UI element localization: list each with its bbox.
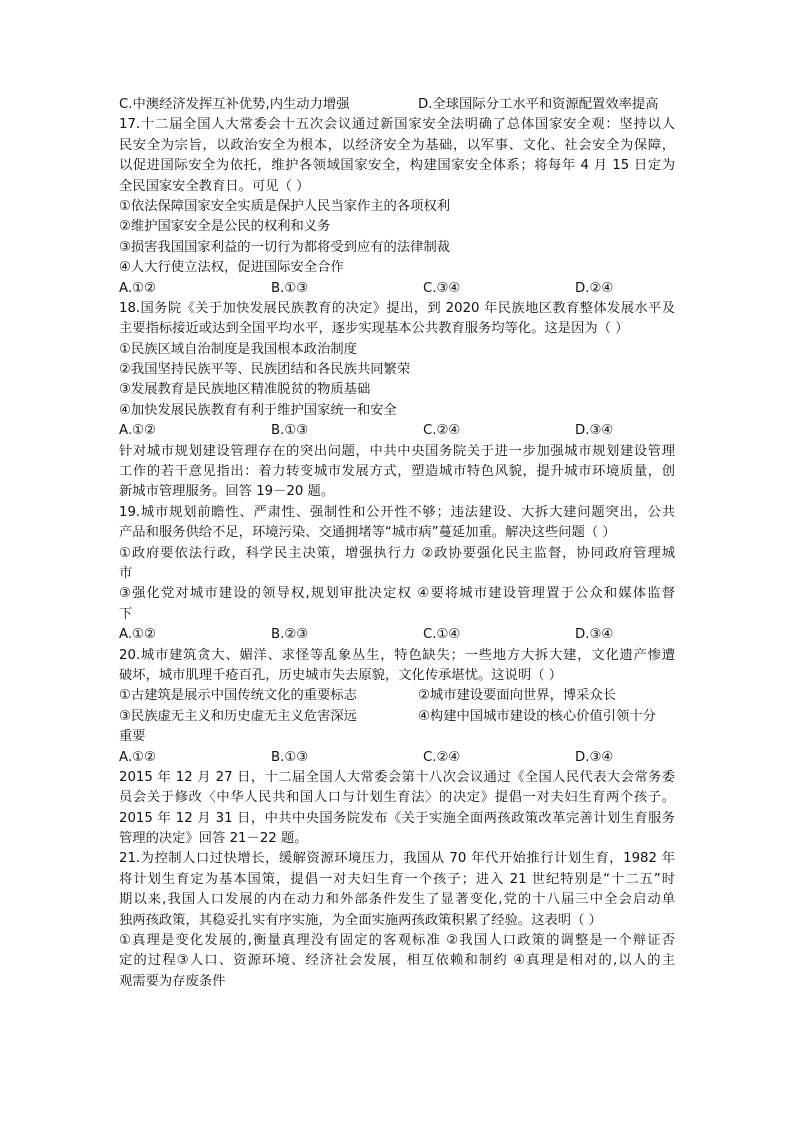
statement-item: 定的过程③人口、资源环境、经济社会发展，相互依赖和制约 ④真理是相对的,以人的主 <box>119 953 675 969</box>
question-stem-line: 17.十二届全国人大常委会十五次会议通过新国家安全法明确了总体国家安全观：坚持以人 <box>119 117 675 133</box>
statement-item: ③发展教育是民族地区精准脱贫的物质基础 <box>119 382 371 398</box>
passage-line: 针对城市规划建设管理存在的突出问题，中共中央国务院关于进一步加强城市规划建设管理 <box>119 443 675 459</box>
question-stem-line: 20.城市建筑贪大、媚洋、求怪等乱象丛生，特色缺失；一些地方大拆大建，文化遗产惨遭 <box>119 647 675 663</box>
statement-item: ①依法保障国家安全实质是保护人民当家作主的各项权利 <box>119 198 451 214</box>
statement-item-pair <box>119 686 675 706</box>
statement-item: ①政府要依法行政，科学民主决策，增强执行力 ②政协要强化民主监督，协同政府管理城 <box>119 545 675 561</box>
question-stem-line: 破坏，城市肌理千疮百孔，历史城市失去原貌，文化传承堪忧。这说明（ ） <box>119 667 563 683</box>
question-stem-line: 产品和服务供给不足，环境污染、交通拥堵等“城市病”蔓延加重。解决这些问题（ ） <box>119 525 616 541</box>
statement-item-pair <box>119 707 675 727</box>
question-stem-line: 民安全为宗旨，以政治安全为根本，以经济安全为基础，以军事、文化、社会安全为保障， <box>119 137 675 153</box>
passage-21-22 <box>119 768 675 850</box>
option-d: D.②④ <box>575 280 614 296</box>
question-stem-line: 独两孩政策，其稳妥扎实有序实施，为全面实施两孩政策积累了经验。这表明（ ） <box>119 912 602 928</box>
question-20 <box>119 646 675 768</box>
option-b: B.①③ <box>271 423 309 439</box>
statement-item: ①真理是变化发展的,衡量真理没有固定的客观标准 ②我国人口政策的调整是一个辩证否 <box>119 933 675 949</box>
question-19 <box>119 503 675 646</box>
question-stem-line: 主要指标接近或达到全国平均水平，逐步实现基本公共教育服务均等化。这是因为（ ） <box>119 321 629 337</box>
option-b: B.②③ <box>271 627 309 643</box>
answer-options <box>119 279 675 299</box>
statement-item: ④加快发展民族教育有利于维护国家统一和安全 <box>119 402 397 418</box>
passage-line: 2015 年 12 月 27 日，十二届全国人大常委会第十八次会议通过《全国人民代表大会常务委 <box>119 769 675 785</box>
statement-item: ③民族虚无主义和历史虚无主义危害深远 <box>119 708 357 724</box>
statement-item: ③强化党对城市建设的领导权,规划审批决定权 ④要将城市建设管理置于公众和媒体监督 <box>119 586 675 602</box>
statement-item-tail: 重要 <box>119 729 146 745</box>
option-a: A.①② <box>119 749 156 765</box>
option-d: D.③④ <box>575 749 614 765</box>
option-a: A.①② <box>119 423 156 439</box>
statement-item: 市 <box>119 565 133 581</box>
passage-line: 2015 年 12 月 31 日，中共中央国务院发布《关于实施全面两孩政策改革完善计划生育服务 <box>119 810 675 826</box>
answer-options <box>119 625 675 645</box>
statement-item: ③损害我国国家利益的一切行为都将受到应有的法律制裁 <box>119 239 451 255</box>
question-stem-line: 18.国务院《关于加快发展民族教育的决定》提出，到 2020 年民族地区教育整体发展水平及 <box>119 300 675 316</box>
statement-item: ②维护国家安全是公民的权利和义务 <box>119 219 331 235</box>
question-18 <box>119 299 675 442</box>
option-c: C.②④ <box>423 423 461 439</box>
passage-19-20 <box>119 442 675 503</box>
option-c: C.①④ <box>423 627 461 643</box>
statement-item: ④构建中国城市建设的核心价值引领十分 <box>418 708 656 724</box>
option-c: C.③④ <box>423 280 461 296</box>
question-stem-line: 以促进国际安全为依托，维护各领域国家安全，构建国家安全体系；将每年 4 月 15 日定为 <box>119 158 675 174</box>
option-c: C.②④ <box>423 749 461 765</box>
statement-item: ②我国坚持民族平等、民族团结和各民族共同繁荣 <box>119 362 411 378</box>
question-stem-line: 将计划生育定为基本国策，提倡一对夫妇生育一个孩子；进入 21 世纪特别是“十二五”时 <box>119 871 675 887</box>
statement-item: 观需要为存废条件 <box>119 973 226 989</box>
option-a: A.①② <box>119 280 156 296</box>
question-21 <box>119 849 675 992</box>
answer-options <box>119 748 675 768</box>
exam-page <box>119 95 675 992</box>
statement-item: ②城市建设要面向世界，博采众长 <box>418 688 617 704</box>
question-stem-line: 21.为控制人口过快增长，缓解资源环境压力，我国从 70 年代开始推行计划生育，1982 年 <box>119 851 675 867</box>
option-b: B.①③ <box>271 749 309 765</box>
question-stem-line: 全民国家安全教育日。可见（ ） <box>119 178 310 194</box>
option-d: D.③④ <box>575 423 614 439</box>
statement-item: ④人大行使立法权，促进国际安全合作 <box>119 260 344 276</box>
passage-line: 新城市管理服务。回答 19－20 题。 <box>119 484 335 500</box>
option-d: D.③④ <box>575 627 614 643</box>
question-17 <box>119 115 675 299</box>
answer-options <box>119 421 675 441</box>
passage-line: 管理的决定》回答 21－22 题。 <box>119 831 308 847</box>
option-a: A.①② <box>119 627 156 643</box>
passage-line: 员会关于修改〈中华人民共和国人口与计划生育法〉的决定》提倡一对夫妇生育两个孩子。 <box>119 790 675 806</box>
statement-item: ①古建筑是展示中国传统文化的重要标志 <box>119 688 357 704</box>
option-b: B.①③ <box>271 280 309 296</box>
statement-item: ①民族区域自治制度是我国根本政治制度 <box>119 341 357 357</box>
q16-option-c: C.中澳经济发挥互补优势,内生动力增强 <box>119 97 350 112</box>
passage-line: 工作的若干意见指出：着力转变城市发展方式，塑造城市特色风貌，提升城市环境质量，创 <box>119 464 675 480</box>
question-stem-line: 19.城市规划前瞻性、严肃性、强制性和公开性不够；违法建设、大拆大建问题突出，公共 <box>119 504 675 520</box>
q16-option-d: D.全球国际分工水平和资源配置效率提高 <box>418 97 659 112</box>
q16-options-cd <box>119 95 675 115</box>
statement-item: 下 <box>119 606 133 622</box>
question-stem-line: 期以来,我国人口发展的内在动力和外部条件发生了显著变化,党的十八届三中全会启动单 <box>119 892 675 908</box>
